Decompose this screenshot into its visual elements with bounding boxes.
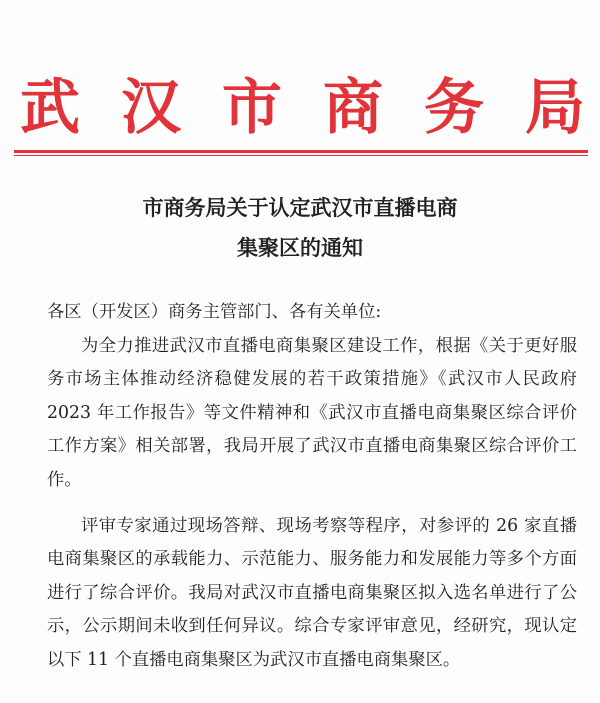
org-char: 商 xyxy=(323,73,383,143)
paragraph-2 xyxy=(47,510,577,677)
salutation: 各区（开发区）商务主管部门、各有关单位: xyxy=(47,302,382,322)
paragraph-1 xyxy=(47,330,577,497)
paragraph-1-text: 为全力推进武汉市直播电商集聚区建设工作，根据《关于更好服务市场主体推动经济稳健发展的若干政策措施》《武汉市人民政府 2023 年工作报告》等文件精神和《武汉市直播电商集聚区综合评价工作方案》相关部署，我局开展了武汉市直播电商集聚区综合评价工作。 xyxy=(47,336,577,490)
document-title-line-1: 市商务局关于认定武汉市直播电商 xyxy=(142,196,458,220)
org-char: 局 xyxy=(525,73,585,143)
paragraph-2-text: 评审专家通过现场答辩、现场考察等程序，对参评的 26 家直播电商集聚区的承载能力、示范能力、服务能力和发展能力等多个方面进行了综合评价。我局对武汉市直播电商集聚区拟入选名单进行了公示，公示期间未收到任何异议。综合专家评审意见，经研究，现认定以下 11 个直播电商集聚区为武汉市直播电商集聚区。 xyxy=(47,516,577,670)
organization-header xyxy=(20,72,585,144)
header-divider-thin xyxy=(14,155,588,156)
org-char: 市 xyxy=(222,73,282,143)
document-title-line-2: 集聚区的通知 xyxy=(237,236,363,260)
org-char: 武 xyxy=(20,73,80,143)
header-divider-thick xyxy=(14,150,588,153)
org-char: 务 xyxy=(424,73,484,143)
org-char: 汉 xyxy=(121,73,181,143)
